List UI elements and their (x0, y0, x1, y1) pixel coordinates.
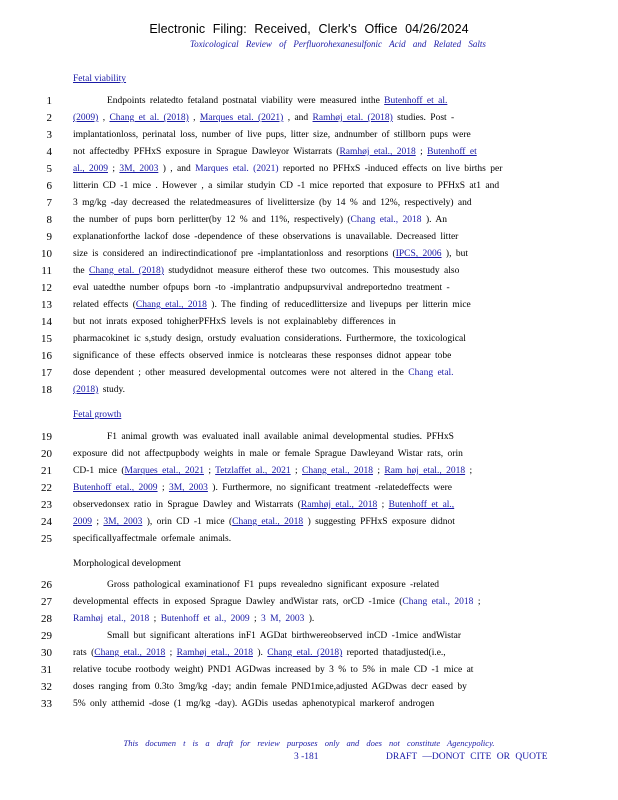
body-text: ; (465, 466, 473, 476)
line-number: 9 (46, 231, 52, 243)
body-text: Endpoints relatedto fetaland postnatal viability were measured inthe (107, 96, 385, 106)
body-text: ). (304, 614, 315, 624)
line-number: 5 (46, 163, 52, 175)
text-line (0, 314, 618, 331)
line-text (73, 110, 541, 127)
text-line (0, 246, 618, 263)
line-number: 11 (41, 265, 52, 277)
line-text (73, 297, 541, 314)
line-number: 4 (46, 146, 52, 158)
text-line (0, 480, 618, 497)
citation-link[interactable]: Chang etal., 2018 (350, 215, 422, 225)
citation-link[interactable]: (2009) (73, 113, 99, 123)
body-text: ). (252, 648, 268, 658)
line-text (73, 229, 541, 246)
citation-link[interactable]: Marques etal., 2021 (124, 466, 204, 476)
body-text: , (98, 113, 110, 123)
body-text: observedonsex ratio in Sprague Dawley and Wistarrats ( (73, 500, 301, 510)
line-text (73, 212, 541, 229)
text-line (0, 497, 618, 514)
body-text: rats ( (73, 648, 95, 658)
body-text: ). An (421, 215, 447, 225)
line-text (73, 497, 541, 514)
line-number: 27 (41, 596, 52, 608)
body-text: doses ranging from 0.3to 3mg/kg -day; andin female PND1mice,adjusted AGDwas decr eased by (73, 682, 467, 692)
text-line (0, 229, 618, 246)
text-line (0, 280, 618, 297)
body-text: pharmacokinet ic s,study design, orstudy evaluation considerations. Furthermore, the toxicological (73, 334, 466, 344)
body-text: ), but (441, 249, 468, 259)
citation-link[interactable]: Chang etal., 2018 (232, 517, 304, 527)
line-text (73, 195, 541, 212)
line-number: 23 (41, 499, 52, 511)
text-line (0, 348, 618, 365)
citation-link[interactable]: Chang etal., 2018 (135, 300, 207, 310)
line-text (73, 446, 541, 463)
citation-link[interactable]: Chang etal., 2018 (94, 648, 166, 658)
body-text: ). The finding of reducedlittersize and livepups per litterin mice (206, 300, 471, 310)
line-text (73, 331, 541, 348)
citation-link[interactable]: Ramhøj etal., 2018 (339, 147, 416, 157)
body-text: ; (203, 466, 216, 476)
body-text: ; (377, 500, 389, 510)
citation-link[interactable]: 3M, 2003 (103, 517, 143, 527)
body-text: reported thatadjusted(i.e., (342, 648, 446, 658)
citation-link[interactable]: 3M, 2003 (119, 164, 159, 174)
body-text: specificallyaffectmale orfemale animals. (73, 534, 232, 544)
line-number: 13 (41, 299, 52, 311)
text-line (0, 127, 618, 144)
text-line (0, 365, 618, 382)
text-line (0, 446, 618, 463)
line-number: 6 (46, 180, 52, 192)
text-line (0, 331, 618, 348)
body-text: significance of these effects observed inmice is notclearas these responses didnot appear tobe (73, 351, 452, 361)
body-text: ; (373, 466, 385, 476)
line-number: 18 (41, 384, 52, 396)
line-text (73, 161, 541, 178)
text-line (0, 161, 618, 178)
line-number: 32 (41, 681, 52, 693)
citation-link[interactable]: (2018) (73, 385, 99, 395)
line-text (73, 645, 541, 662)
body-text: developmental effects in exposed Sprague Dawley andWistar rats, orCD -1mice ( (73, 597, 403, 607)
body-text: CD-1 mice ( (73, 466, 125, 476)
text-line (0, 144, 618, 161)
citation-link[interactable]: Chang etal. (408, 368, 454, 378)
citation-link[interactable]: Chang etal., 2018 (302, 466, 374, 476)
body-text: ; (165, 648, 177, 658)
body-text: Gross pathological examinationof F1 pups revealedno significant exposure -related (107, 580, 440, 590)
text-line (0, 212, 618, 229)
text-line (0, 178, 618, 195)
body-text: litterin CD -1 mice . However , a similar studyin CD -1 mice reported that exposure to PFHxS at1 and (73, 181, 500, 191)
body-text: ; (92, 517, 104, 527)
line-number: 20 (41, 448, 52, 460)
line-text (73, 514, 541, 531)
citation-link[interactable]: Butenhoff et (427, 147, 477, 157)
draft-disclaimer: This documen t is a draft for review purposes only and does not constitute Agencypolicy. (123, 738, 495, 748)
body-text: exposure did not affectpupbody weights in male or female Sprague Dawleyand Wistar rats, orin (73, 449, 463, 459)
text-line (0, 263, 618, 280)
line-number: 28 (41, 613, 52, 625)
text-line (0, 628, 618, 645)
body-text: 3 mg/kg -day decreased the relatedmeasures of livelittersize (by 14 % and 12%, respectively) and (73, 198, 472, 208)
line-number: 7 (46, 197, 52, 209)
citation-link[interactable]: IPCS, 2006 (395, 249, 442, 259)
citation-link[interactable]: Butenhoff et al., (388, 500, 455, 510)
line-number: 33 (41, 698, 52, 710)
line-text (73, 348, 541, 365)
text-line (0, 611, 618, 628)
line-text (73, 127, 541, 144)
body-text: ; (149, 614, 161, 624)
line-number: 22 (41, 482, 52, 494)
draft-notice: DRAFT —DONOT CITE OR QUOTE (386, 752, 548, 762)
line-number: 3 (46, 129, 52, 141)
text-line (0, 463, 618, 480)
body-text: related effects ( (73, 300, 136, 310)
text-line (0, 531, 618, 548)
text-line (0, 696, 618, 713)
line-text (73, 696, 541, 713)
line-number: 12 (41, 282, 52, 294)
line-number: 15 (41, 333, 52, 345)
text-line (0, 645, 618, 662)
line-text (73, 382, 541, 399)
text-line (0, 594, 618, 611)
body-text: ; (473, 597, 481, 607)
line-number: 29 (41, 630, 52, 642)
body-text: ; (157, 483, 169, 493)
line-number: 14 (41, 316, 52, 328)
line-text (73, 178, 541, 195)
citation-link[interactable]: Butenhoff etal., 2009 (73, 483, 158, 493)
text-line (0, 93, 618, 110)
line-text (73, 662, 541, 679)
line-text (73, 679, 541, 696)
body-text: ). Furthermore, no significant treatment -relatedeffects were (207, 483, 453, 493)
citation-link[interactable]: Chang et al. (2018) (109, 113, 189, 123)
line-number: 21 (41, 465, 52, 477)
citation-link[interactable]: Marques etal. (2021) (199, 113, 284, 123)
line-number: 19 (41, 431, 52, 443)
body-text: ; (290, 466, 302, 476)
text-line (0, 429, 618, 446)
body-text: dose dependent ; other measured developmental outcomes were not altered in the (73, 368, 409, 378)
body-text: ; (415, 147, 428, 157)
line-number: 16 (41, 350, 52, 362)
citation-link[interactable]: 3 M, 2003 (261, 614, 305, 624)
body-text: the (73, 266, 89, 276)
text-line (0, 110, 618, 127)
body-text: study. (98, 385, 126, 395)
line-number: 17 (41, 367, 52, 379)
body-text: 5% only atthemid -dose (1 mg/kg -day). AGDis usedas aphenotypical markerof androgen (73, 699, 435, 709)
section-heading-morphological-development: Morphological development (73, 559, 181, 569)
body-text: size is considered an indirectindicationof pre -implantationloss and resorptions ( (73, 249, 396, 259)
citation-link[interactable]: Marques etal. (2021) (195, 164, 279, 174)
body-text: not affectedby PFHxS exposure in Sprague Dawleyor Wistarrats ( (73, 147, 340, 157)
citation-link[interactable]: Chang etal. (2018) (267, 648, 343, 658)
line-text (107, 628, 541, 645)
body-text: Small but significant alterations inF1 AGDat birthwereobserved inCD -1mice andWistar (107, 631, 462, 641)
body-text: , and (283, 113, 313, 123)
text-line (0, 297, 618, 314)
body-text: F1 animal growth was evaluated inall available animal developmental studies. PFHxS (107, 432, 454, 442)
citation-link[interactable]: Tetzlaffet al., 2021 (215, 466, 291, 476)
body-text: ), orin CD -1 mice ( (142, 517, 233, 527)
body-text: studydidnot measure eitherof these two outcomes. This mousestudy also (163, 266, 460, 276)
line-text (73, 280, 541, 297)
line-text (73, 246, 541, 263)
citation-link[interactable]: 2009 (73, 517, 92, 527)
body-text: implantationloss, perinatal loss, number of live pups, litter size, andnumber of stillborn pups were (73, 130, 471, 140)
line-text (107, 93, 541, 110)
body-text: explanationforthe lackof dose -dependence of these observations is unavailable. Decreased litter (73, 232, 459, 242)
text-line (0, 195, 618, 212)
line-number: 31 (41, 664, 52, 676)
line-number: 8 (46, 214, 52, 226)
line-text (73, 314, 541, 331)
citation-link[interactable]: Chang etal. (2018) (88, 266, 164, 276)
citation-link[interactable]: Ramhøj etal., 2018 (73, 614, 150, 624)
body-text: reported no PFHxS -induced effects on live births per (278, 164, 503, 174)
line-text (73, 594, 541, 611)
text-line (0, 662, 618, 679)
body-text: ; (249, 614, 262, 624)
line-text (107, 429, 541, 446)
body-text: , (188, 113, 200, 123)
line-text (73, 480, 541, 497)
running-title: Toxicological Review of Perfluorohexanesulfonic Acid and Related Salts (190, 39, 486, 49)
line-text (73, 611, 541, 628)
body-text: ) suggesting PFHxS exposure didnot (303, 517, 455, 527)
line-number: 24 (41, 516, 52, 528)
citation-link[interactable]: Ram høj etal., 2018 (384, 466, 466, 476)
body-text: ; (107, 164, 120, 174)
line-number: 10 (41, 248, 52, 260)
text-line (0, 679, 618, 696)
body-text: but not inrats exposed tohigherPFHxS levels is not explainableby differences in (73, 317, 396, 327)
line-text (73, 263, 541, 280)
line-number: 25 (41, 533, 52, 545)
section-heading-fetal-growth[interactable]: Fetal growth (73, 410, 122, 420)
citation-link[interactable]: Ramhøj etal., 2018 (300, 500, 378, 510)
body-text: studies. Post - (392, 113, 455, 123)
citation-link[interactable]: Butenhoff et al., 2009 (160, 614, 250, 624)
line-text (73, 531, 541, 548)
line-text (73, 365, 541, 382)
citation-link[interactable]: al., 2009 (73, 164, 108, 174)
citation-link[interactable]: Ramhøj etal., 2018 (176, 648, 253, 658)
citation-link[interactable]: Butenhoff et al. (384, 96, 448, 106)
line-number: 2 (46, 112, 52, 124)
body-text: eval uatedthe number ofpups born -to -implantratio andpupsurvival andreportedno treatment - (73, 283, 450, 293)
text-line (0, 382, 618, 399)
text-line (0, 514, 618, 531)
line-number: 26 (41, 579, 52, 591)
body-text: relative tocube rootbody weight) PND1 AGDwas increased by 3 % to 5% in male CD -1 mice at (73, 665, 474, 675)
citation-link[interactable]: 3M, 2003 (168, 483, 208, 493)
text-line (0, 577, 618, 594)
section-heading-fetal-viability[interactable]: Fetal viability (73, 74, 127, 84)
line-text (107, 577, 541, 594)
line-number: 1 (46, 95, 52, 107)
filing-stamp: Electronic Filing: Received, Clerk's Office 04/26/2024 (149, 22, 469, 36)
citation-link[interactable]: Chang etal., 2018 (402, 597, 474, 607)
body-text: the number of pups born perlitter(by 12 % and 11%, respectively) ( (73, 215, 351, 225)
line-number: 30 (41, 647, 52, 659)
line-text (73, 463, 541, 480)
line-text (73, 144, 541, 161)
citation-link[interactable]: Ramhøj etal. (2018) (312, 113, 393, 123)
body-text: ) , and (158, 164, 196, 174)
page-number: 3 -181 (294, 752, 319, 762)
